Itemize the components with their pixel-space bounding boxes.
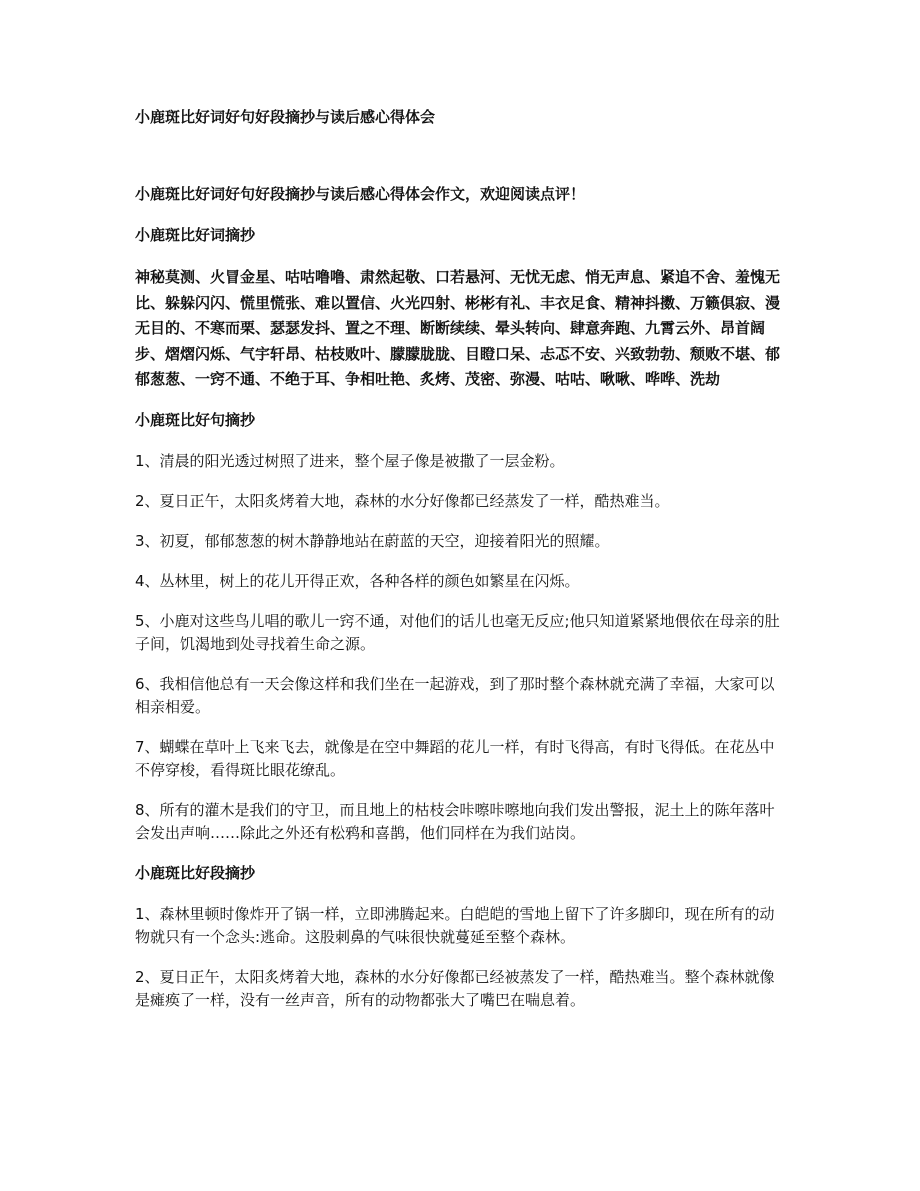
sentence-item: 5、小鹿对这些鸟儿唱的歌儿一窍不通，对他们的话儿也毫无反应;他只知道紧紧地偎依在母亲的肚子间，饥渴地到处寻找着生命之源。 [135, 611, 780, 653]
sentence-item: 4、丛林里，树上的花儿开得正欢，各种各样的颜色如繁星在闪烁。 [135, 571, 580, 590]
paragraph-item: 2、夏日正午，太阳炙烤着大地，森林的水分好像都已经被蒸发了一样，酷热难当。整个森林就像是瘫痪了一样，没有一丝声音，所有的动物都张大了嘴巴在喘息着。 [135, 967, 775, 1009]
sentence-item: 8、所有的灌木是我们的守卫，而且地上的枯枝会咔嚓咔嚓地向我们发出警报，泥土上的陈年落叶会发出声响……除此之外还有松鸦和喜鹊，他们同样在为我们站岗。 [135, 800, 775, 842]
paragraph-item: 1、森林里顿时像炸开了锅一样，立即沸腾起来。白皑皑的雪地上留下了许多脚印，现在所有的动物就只有一个念头:逃命。这股刺鼻的气味很快就蔓延至整个森林。 [135, 904, 775, 946]
words-paragraph: 神秘莫测、火冒金星、咕咕噜噜、肃然起敬、口若悬河、无忧无虑、悄无声息、紧追不舍、羞愧无比、躲躲闪闪、慌里慌张、难以置信、火光四射、彬彬有礼、丰衣足食、精神抖擞、万籁俱寂、漫无目的、不寒而栗、瑟瑟发抖、置之不理、断断续续、晕头转向、肆意奔跑、九霄云外、昂首阔步、熠熠闪烁、气宇轩昂、枯枝败叶、朦朦胧胧、目瞪口呆、忐忑不安、兴致勃勃、颓败不堪、郁郁葱葱、一窍不通、不绝于耳、争相吐艳、炙烤、茂密、弥漫、咕咕、啾啾、哗哗、洗劫 [135, 268, 781, 388]
intro-paragraph: 小鹿斑比好词好句好段摘抄与读后感心得体会作文，欢迎阅读点评！ [135, 185, 586, 203]
document-body [135, 183, 785, 1029]
sentence-item: 2、夏日正午，太阳炙烤着大地，森林的水分好像都已经蒸发了一样，酷热难当。 [135, 491, 670, 510]
sentences-heading: 小鹿斑比好句摘抄 [135, 410, 256, 429]
sentence-item: 1、清晨的阳光透过树照了进来，整个屋子像是被撒了一层金粉。 [135, 451, 565, 470]
words-heading: 小鹿斑比好词摘抄 [135, 226, 256, 244]
document-title: 小鹿斑比好词好句好段摘抄与读后感心得体会 [135, 108, 436, 126]
sentence-item: 6、我相信他总有一天会像这样和我们坐在一起游戏，到了那时整个森林就充满了幸福，大家可以相亲相爱。 [135, 674, 775, 716]
sentence-item: 3、初夏，郁郁葱葱的树木静静地站在蔚蓝的天空，迎接着阳光的照耀。 [135, 531, 610, 550]
sentence-item: 7、蝴蝶在草叶上飞来飞去，就像是在空中舞蹈的花儿一样，有时飞得高，有时飞得低。在花丛中不停穿梭，看得斑比眼花缭乱。 [135, 737, 775, 779]
paragraphs-heading: 小鹿斑比好段摘抄 [135, 863, 256, 882]
